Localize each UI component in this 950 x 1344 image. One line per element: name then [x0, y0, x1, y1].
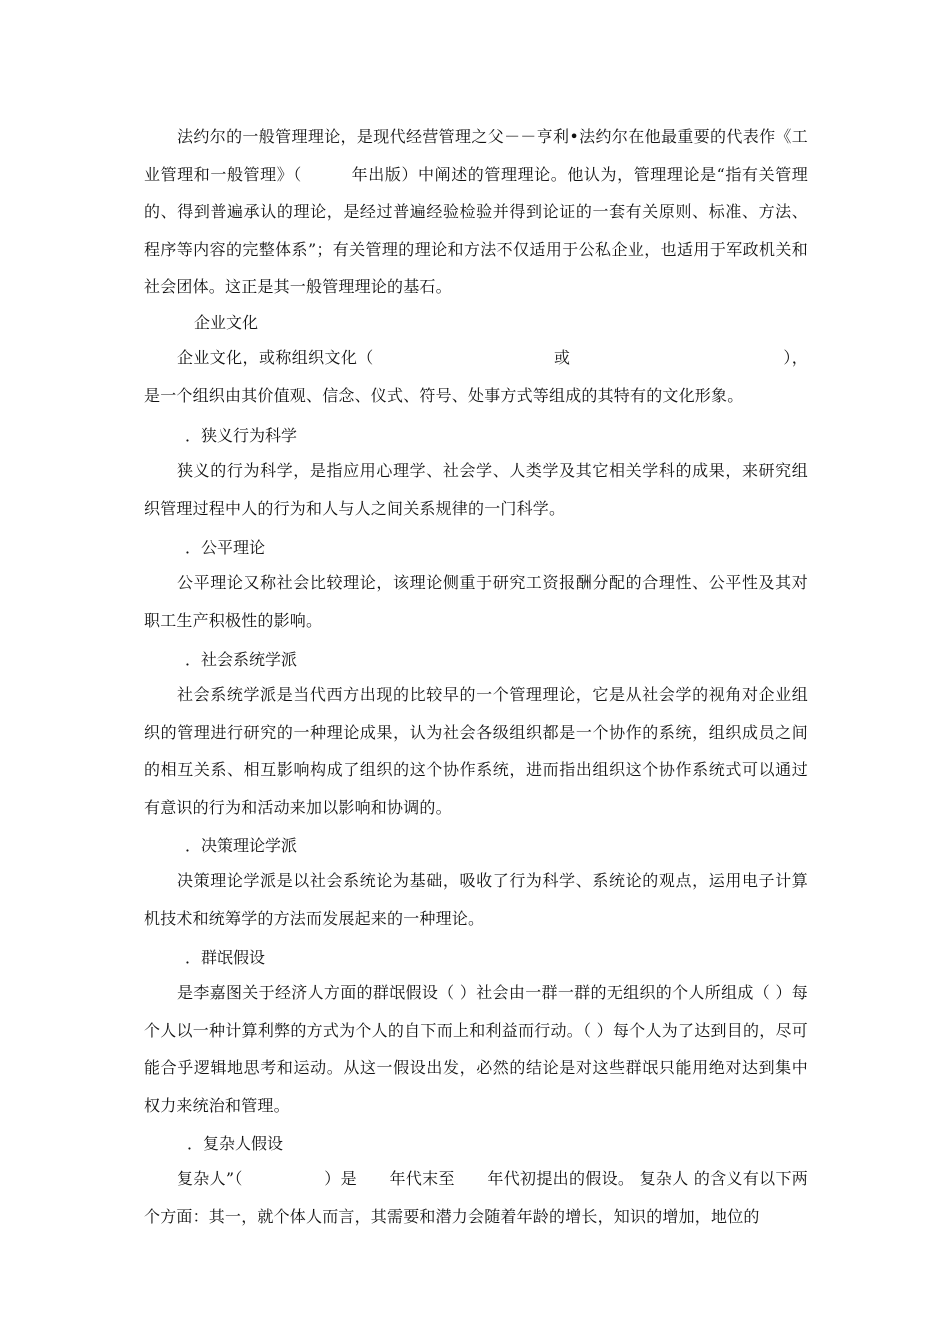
paragraph-complex-man-hypothesis: 复杂人”（ ）是 年代末至 年代初提出的假设。 复杂人 的含义有以下两个方面：其一，就个体人而言，其需要和潜力会随着年龄的增长，知识的增加，地位的: [144, 1169, 808, 1226]
paragraph-equity-theory: 公平理论又称社会比较理论，该理论侧重于研究工资报酬分配的合理性、公平性及其对职工生产积极性的影响。: [144, 573, 808, 630]
heading-equity-theory: ．公平理论: [185, 538, 266, 557]
paragraph-enterprise-culture: 企业文化，或称组织文化（ 或 ），是一个组织由其价值观、信念、仪式、符号、处事方式等组成的其特有的文化形象。: [144, 348, 808, 405]
heading-social-system-school: ．社会系统学派: [185, 650, 298, 669]
heading-behavioral-science: ．狭义行为科学: [185, 426, 298, 445]
heading-enterprise-culture: 企业文化: [194, 313, 259, 332]
paragraph-mob-hypothesis: 是李嘉图关于经济人方面的群氓假设（ ）社会由一群一群的无组织的个人所组成（ ）每个人以一种计算利弊的方式为个人的自下而上和利益而行动。（ ）每个人为了达到目的，尽可能合乎逻辑地思考和运动。从这一假设出发，必然的结论是对这些群氓只能用绝对达到集中权力来统治和管理。: [144, 983, 808, 1115]
paragraph-decision-theory-school: 决策理论学派是以社会系统论为基础，吸收了行为科学、系统论的观点，运用电子计算机技术和统筹学的方法而发展起来的一种理论。: [144, 871, 808, 928]
heading-decision-theory-school: ．决策理论学派: [185, 836, 298, 855]
paragraph-social-system-school: 社会系统学派是当代西方出现的比较早的一个管理理论，它是从社会学的视角对企业组织的管理进行研究的一种理论成果，认为社会各级组织都是一个协作的系统，组织成员之间的相互关系、相互影响构成了组织的这个协作系统，进而指出组织这个协作系统式可以通过有意识的行为和活动来加以影响和协调的。: [144, 685, 808, 817]
heading-complex-man-hypothesis: ．复杂人假设: [187, 1134, 284, 1153]
paragraph-behavioral-science: 狭义的行为科学，是指应用心理学、社会学、人类学及其它相关学科的成果，来研究组织管理过程中人的行为和人与人之间关系规律的一门科学。: [144, 461, 808, 518]
paragraph-fayol: 法约尔的一般管理理论，是现代经营管理之父－－亨利•法约尔在他最重要的代表作《工业管理和一般管理》（ 年出版）中阐述的管理理论。他认为，管理理论是“指有关管理的、得到普遍承认的理论，是经过普遍经验检验并得到论证的一套有关原则、标准、方法、程序等内容的完整体系”；有关管理的理论和方法不仅适用于公私企业，也适用于军政机关和社会团体。这正是其一般管理理论的基石。: [144, 127, 808, 296]
heading-mob-hypothesis: ．群氓假设: [185, 948, 266, 967]
